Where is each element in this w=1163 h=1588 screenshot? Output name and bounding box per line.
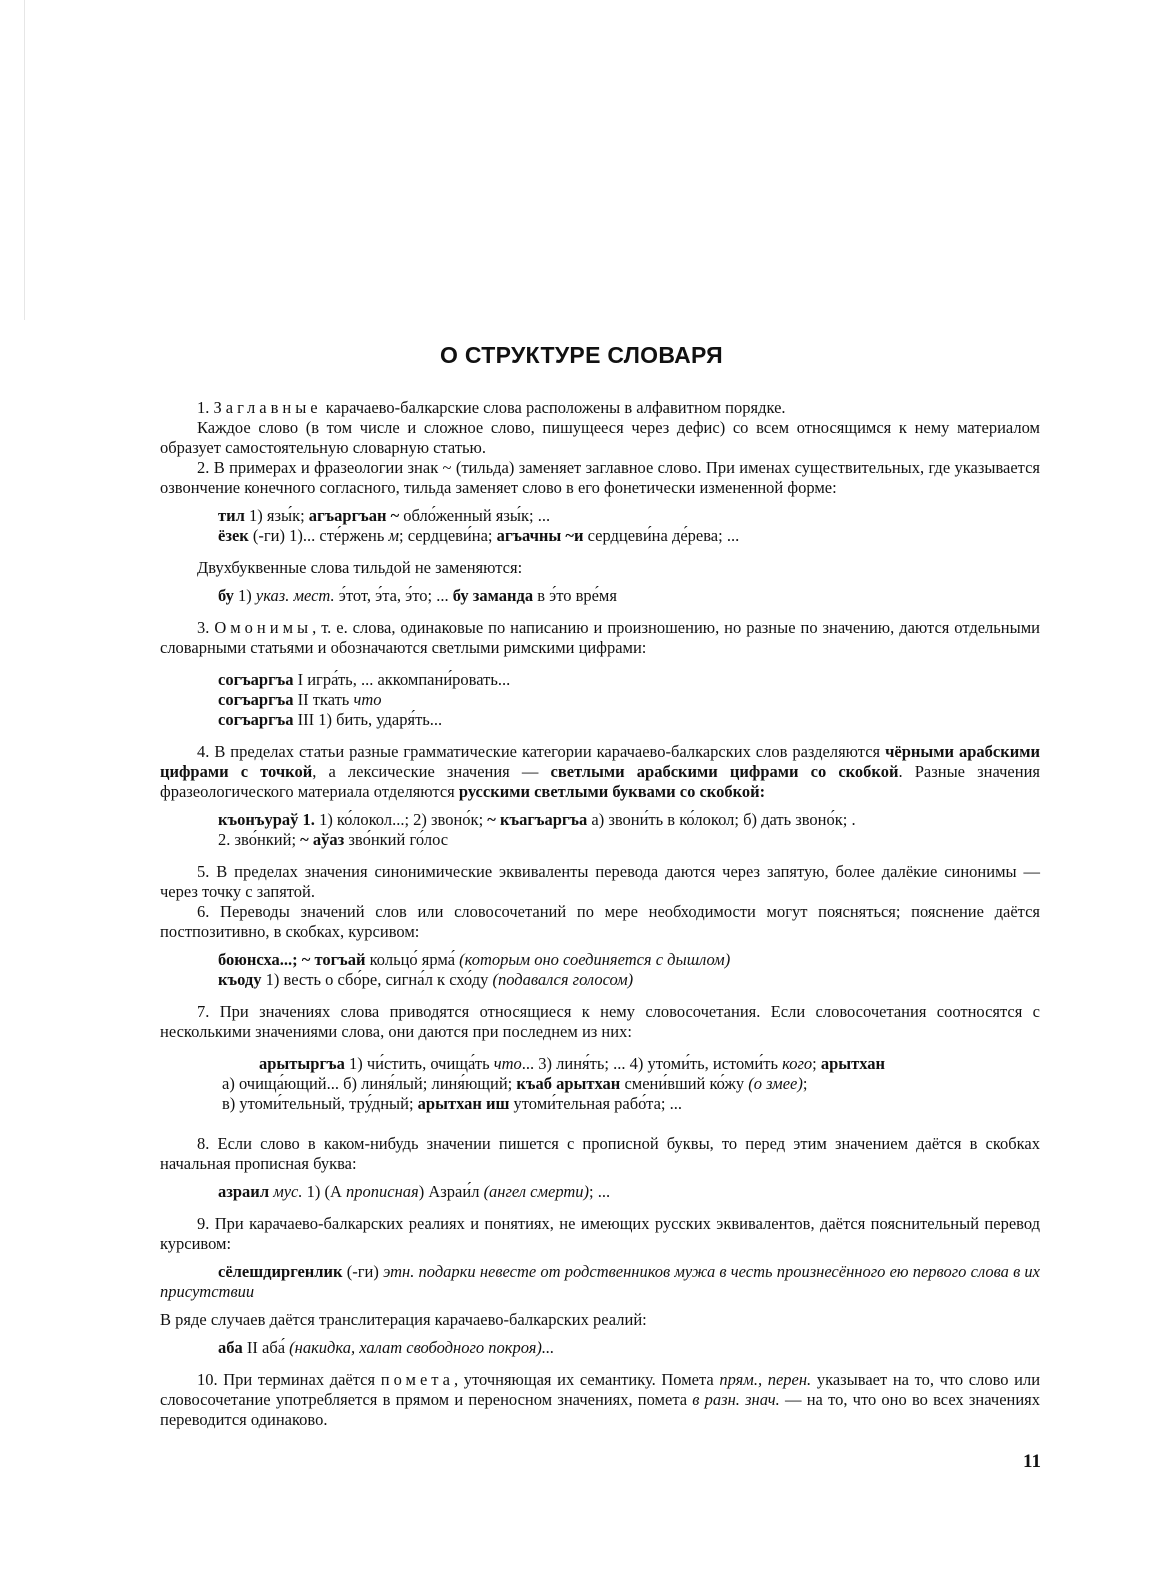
example-block-9	[160, 1262, 1040, 1302]
example-line: ёзек (-ги) 1)... сте́ржень м; сердцеви́на; агъачны ~и сердцеви́на де́рева; ...	[218, 526, 740, 545]
example-line: къоду 1) весть о сбо́ре, сигна́л к схо́ду (подавался голосом)	[218, 970, 634, 989]
paragraph-2-note: Двухбуквенные слова тильдой не заменяются:	[197, 558, 523, 577]
example-line: в) утоми́тельный, тру́дный; арытхан иш утоми́тельная рабо́та; ...	[222, 1094, 682, 1113]
example-block-2b	[160, 586, 1040, 606]
example-line: сёлешдиргенлик (-ги) этн. подарки невесте от родственников мужа в честь произнесённого ею первого слова в их присутствии	[160, 1262, 1041, 1301]
example-line: бу 1) указ. мест. э́тот, э́та, э́то; ... бу заманда в э́то вре́мя	[218, 586, 617, 605]
page-body	[160, 398, 1040, 1430]
example-line: боюнсха...; ~ тогъай кольцо́ ярма́ (которым оно соединяется с дышлом)	[218, 950, 731, 969]
example-block-2	[160, 506, 1040, 546]
example-block-3	[160, 670, 1040, 730]
example-line: согъаргъа III 1) бить, ударя́ть...	[218, 710, 443, 729]
paragraph-4: 4. В пределах статьи разные грамматические категории карачаево-балкарских слов разделяются чёрными арабскими цифрами с точкой, а лексические значения — светлыми арабскими цифрами со скобкой. Разные значения фразеологического материала отделяются русскими светлыми буквами со скобкой:	[160, 742, 1041, 801]
example-line: арытыргъа 1) чи́стить, очища́ть что... 3) линя́ть; ... 4) утоми́ть, истоми́ть кого; арытхан	[259, 1054, 886, 1073]
paragraph-10: 10. При терминах даётся помета, уточняющая их семантику. Помета прям., перен. указывает на то, что слово или словосочетание употребляется в прямом и переносном значениях, помета в разн. знач. — на то, что оно во всех значениях переводится одинаково.	[160, 1370, 1041, 1429]
paragraph-8: 8. Если слово в каком-нибудь значении пишется с прописной буквы, то перед этим значением даётся в скобках начальная прописная буква:	[160, 1134, 1040, 1173]
paragraph-7: 7. При значениях слова приводятся относящиеся к нему словосочетания. Если словосочетания соотносятся с несколькими значениями слова, они даются при последнем из них:	[160, 1002, 1040, 1041]
example-line: азраил мус. 1) (А прописная) Азраи́л (ангел смерти); ...	[218, 1182, 611, 1201]
example-line: согъаргъа I игра́ть, ... аккомпани́ровать...	[218, 670, 511, 689]
paragraph-5: 5. В пределах значения синонимические эквиваленты перевода даются через запятую, более далёкие синонимы — через точку с запятой.	[160, 862, 1040, 901]
example-line: а) очища́ющий... б) линя́лый; линя́ющий; къаб арытхан смени́вший ко́жу (о змее);	[222, 1074, 808, 1093]
example-block-4	[160, 810, 1040, 850]
example-block-7	[160, 1054, 1040, 1114]
scan-edge-line	[24, 0, 25, 320]
paragraph-1-continued: Каждое слово (в том числе и сложное слово, пишущееся через дефис) со всем относящимся к нему материалом образует самостоятельную словарную статью.	[160, 418, 1040, 457]
example-line: аба II аба́ (накидка, халат свободного покроя)...	[218, 1338, 555, 1357]
paragraph-1: 1. Заглавные карачаево-балкарские слова расположены в алфавитном порядке.	[197, 398, 786, 417]
example-line: къонъураў 1. 1) ко́локол...; 2) звоно́к; ~ къагъаргъа а) звони́ть в ко́локол; б) дать звоно́к; .	[218, 810, 856, 829]
example-block-9b	[160, 1338, 1040, 1358]
example-block-6	[160, 950, 1040, 990]
paragraph-2: 2. В примерах и фразеологии знак ~ (тильда) заменяет заглавное слово. При именах существительных, где указывается озвончение конечного согласного, тильда заменяет слово в его фонетически измененной форме:	[160, 458, 1040, 497]
paragraph-3: 3. Омонимы, т. е. слова, одинаковые по написанию и произношению, но разные по значению, даются отдельными словарными статьями и обозначаются светлыми римскими цифрами:	[160, 618, 1040, 657]
page-title: О СТРУКТУРЕ СЛОВАРЯ	[440, 342, 723, 368]
paragraph-9-note: В ряде случаев даётся транслитерация карачаево-балкарских реалий:	[160, 1310, 647, 1329]
paragraph-6: 6. Переводы значений слов или словосочетаний по мере необходимости могут поясняться; пояснение даётся постпозитивно, в скобках, курсивом:	[160, 902, 1040, 941]
paragraph-9: 9. При карачаево-балкарских реалиях и понятиях, не имеющих русских эквивалентов, даётся пояснительный перевод курсивом:	[160, 1214, 1040, 1253]
example-line: тил 1) язы́к; агъаргъан ~ обло́женный язы́к; ...	[218, 506, 551, 525]
example-line: согъаргъа II ткать что	[218, 690, 382, 709]
example-line: 2. зво́нкий; ~ аўаз зво́нкий го́лос	[218, 830, 449, 849]
page-number: 11	[1023, 1451, 1041, 1472]
example-block-8	[160, 1182, 1040, 1202]
